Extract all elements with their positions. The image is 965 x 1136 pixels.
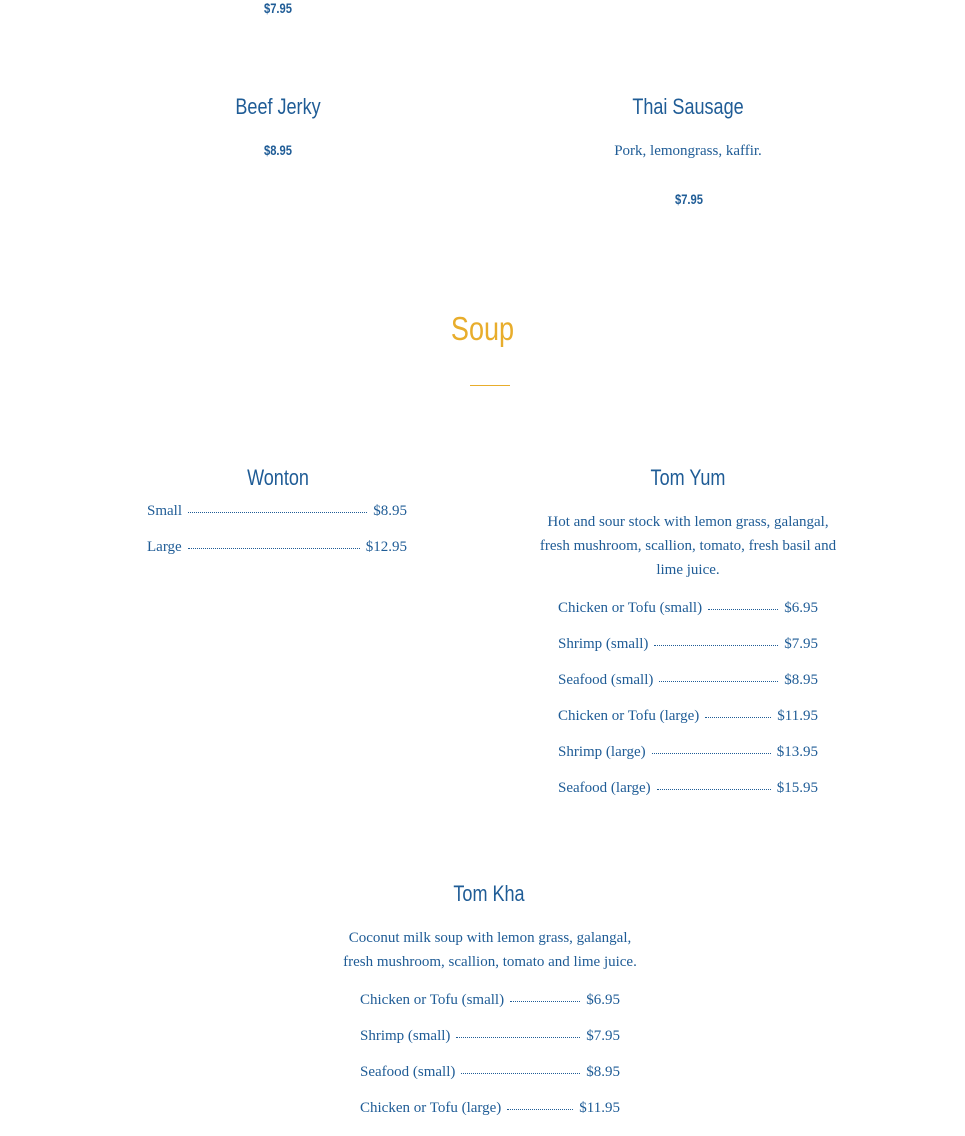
dot-leader [705, 717, 771, 718]
price-row-price: $15.95 [776, 780, 818, 796]
price-row-price: $6.95 [586, 992, 620, 1008]
price-row [147, 539, 407, 575]
price-row-label: Small [147, 503, 183, 519]
price-row-label: Chicken or Tofu (large) [360, 1100, 502, 1116]
price-row-price: $11.95 [777, 708, 818, 724]
price-row-label: Shrimp (small) [360, 1028, 451, 1044]
price-row-price: $11.95 [579, 1100, 620, 1116]
beef-jerky-title: Beef Jerky [235, 94, 321, 119]
dot-leader [659, 681, 778, 682]
price-row-label: Seafood (small) [360, 1064, 456, 1080]
price-row [360, 992, 620, 1028]
tom-yum-price-list [558, 600, 818, 816]
price-row [360, 1064, 620, 1100]
price-row-label: Seafood (large) [558, 780, 651, 796]
price-row-price: $7.95 [784, 636, 818, 652]
thai-sausage-description: Pork, lemongrass, kaffir. [614, 143, 762, 159]
price-row-price: $6.95 [784, 600, 818, 616]
price-row [558, 780, 818, 816]
price-row-price: $7.95 [586, 1028, 620, 1044]
dot-leader [188, 512, 367, 513]
tom-kha-price-list [360, 992, 620, 1136]
price-row [558, 672, 818, 708]
price-row-price: $12.95 [365, 539, 407, 555]
price-row-price: $8.95 [373, 503, 407, 519]
price-row [558, 708, 818, 744]
dot-leader [657, 789, 771, 790]
price-row-label: Seafood (small) [558, 672, 654, 688]
thai-sausage-price: $7.95 [674, 191, 704, 207]
beef-jerky-price: $8.95 [263, 142, 293, 158]
tom-yum-title: Tom Yum [650, 465, 726, 490]
dot-leader [654, 645, 778, 646]
price-row-label: Chicken or Tofu (large) [558, 708, 700, 724]
price-row-price: $13.95 [776, 744, 818, 760]
price-row [360, 1100, 620, 1136]
price-row-label: Large [147, 539, 182, 555]
price-row [558, 636, 818, 672]
price-row [558, 744, 818, 780]
price-row-label: Chicken or Tofu (small) [558, 600, 703, 616]
price-row [360, 1028, 620, 1064]
price-row-price: $8.95 [784, 672, 818, 688]
tom-kha-title: Tom Kha [453, 881, 525, 906]
dot-leader [507, 1109, 573, 1110]
soup-section-title: Soup [450, 310, 515, 347]
section-divider [470, 385, 510, 386]
dot-leader [708, 609, 778, 610]
dot-leader [652, 753, 771, 754]
price-row-price: $8.95 [586, 1064, 620, 1080]
price-row-label: Shrimp (small) [558, 636, 649, 652]
price-row [558, 600, 818, 636]
price-row-label: Shrimp (large) [558, 744, 646, 760]
tom-yum-description: Hot and sour stock with lemon grass, galangal, fresh mushroom, scallion, tomato, fresh basil and lime juice. [539, 514, 837, 578]
dot-leader [456, 1037, 580, 1038]
dot-leader [461, 1073, 580, 1074]
wonton-title: Wonton [247, 465, 309, 490]
top-item-price: $7.95 [263, 0, 293, 16]
price-row [147, 503, 407, 539]
thai-sausage-title: Thai Sausage [632, 94, 744, 119]
wonton-price-list [147, 503, 407, 575]
dot-leader [510, 1001, 580, 1002]
dot-leader [188, 548, 360, 549]
tom-kha-description: Coconut milk soup with lemon grass, galangal, fresh mushroom, scallion, tomato and lime juice. [343, 930, 637, 970]
price-row-label: Chicken or Tofu (small) [360, 992, 505, 1008]
